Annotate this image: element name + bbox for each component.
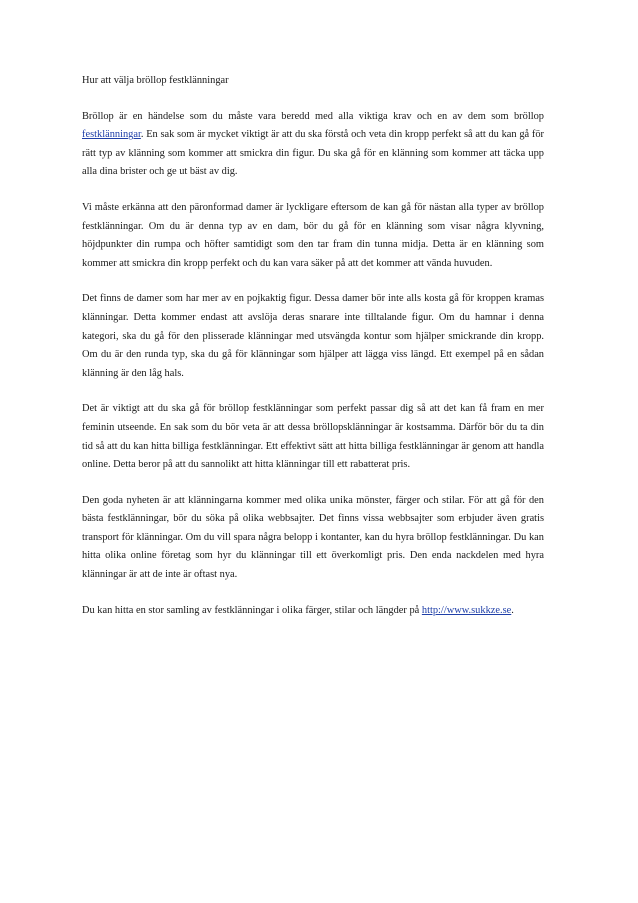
paragraph-4: Det är viktigt att du ska gå för bröllop festklänningar som perfekt passar dig så att det kan få fram en mer feminin utseende. En sak som du bör veta är att dessa bröllopsklänningar är kostsamma. Därför bör du ta din tid så att du kan hitta billiga festklänningar. Ett effektivt sätt att hitta billiga festklänningar är genom att handla online. Detta beror på att du sannolikt att hitta klänningar till ett rabatterat pris. xyxy=(82,403,544,471)
paragraph-6-text-after: . xyxy=(511,604,514,616)
paragraph-1-text-before: Bröllop är en händelse som du måste vara beredd med alla viktiga krav och en av dem som bröllop xyxy=(82,110,544,122)
paragraph-1-text-after: . En sak som är mycket viktigt är att du ska förstå och veta din kropp perfekt så att du kan gå för rätt typ av klänning som kommer att smickra din figur. Du ska gå för en klänning som kommer att täcka upp alla dina brister och ge ut bäst av dig. xyxy=(82,129,544,178)
paragraph-6 xyxy=(82,602,544,621)
festklanningar-link[interactable]: festklänningar xyxy=(82,129,141,141)
paragraph-2: Vi måste erkänna att den päronformad damer är lyckligare eftersom de kan gå för nästan alla typer av bröllop festklänningar. Om du är denna typ av en dam, bör du gå för en klänning som visar några klyvning, höjdpunkter din rumpa och höfter samtidigt som den tar fram din tunna midja. Detta är en klänning som kommer att smickra din kropp perfekt och du kan vara säker på att det kommer att vända huvuden. xyxy=(82,201,544,269)
paragraph-3: Det finns de damer som har mer av en pojkaktig figur. Dessa damer bör inte alls kosta gå för kroppen kramas klänningar. Detta kommer endast att avslöja deras snarare inte tilltalande figur. Om du hamnar i denna kategori, ska du gå för den plisserade klänningar med utsvängda kontur som hjälper smickrande din kropp. Om du är den runda typ, ska du gå för klänningar som hjälper att lägga viss längd. Ett exempel på en sådan klänning är den låg hals. xyxy=(82,293,544,379)
paragraph-5: Den goda nyheten är att klänningarna kommer med olika unika mönster, färger och stilar. För att gå för den bästa festklänningar, bör du söka på olika webbsajter. Det finns vissa webbsajter som erbjuder även gratis transport för klänningar. Om du vill spara några belopp i kontanter, kan du hyra bröllop festklänningar. Du kan hitta olika online företag som hyr du klänningar till ett överkomligt pris. Den enda nackdelen med hyra klänningar är att de inte är oftast nya. xyxy=(82,494,544,581)
document-title: Hur att välja bröllop festklänningar xyxy=(82,75,229,86)
sukkze-url-link[interactable]: http://www.sukkze.se xyxy=(421,604,512,616)
document-page xyxy=(82,72,544,637)
paragraph-1 xyxy=(82,108,544,182)
paragraph-6-text-before: Du kan hitta en stor samling av festklänningar i olika färger, stilar och längder på xyxy=(82,604,422,616)
